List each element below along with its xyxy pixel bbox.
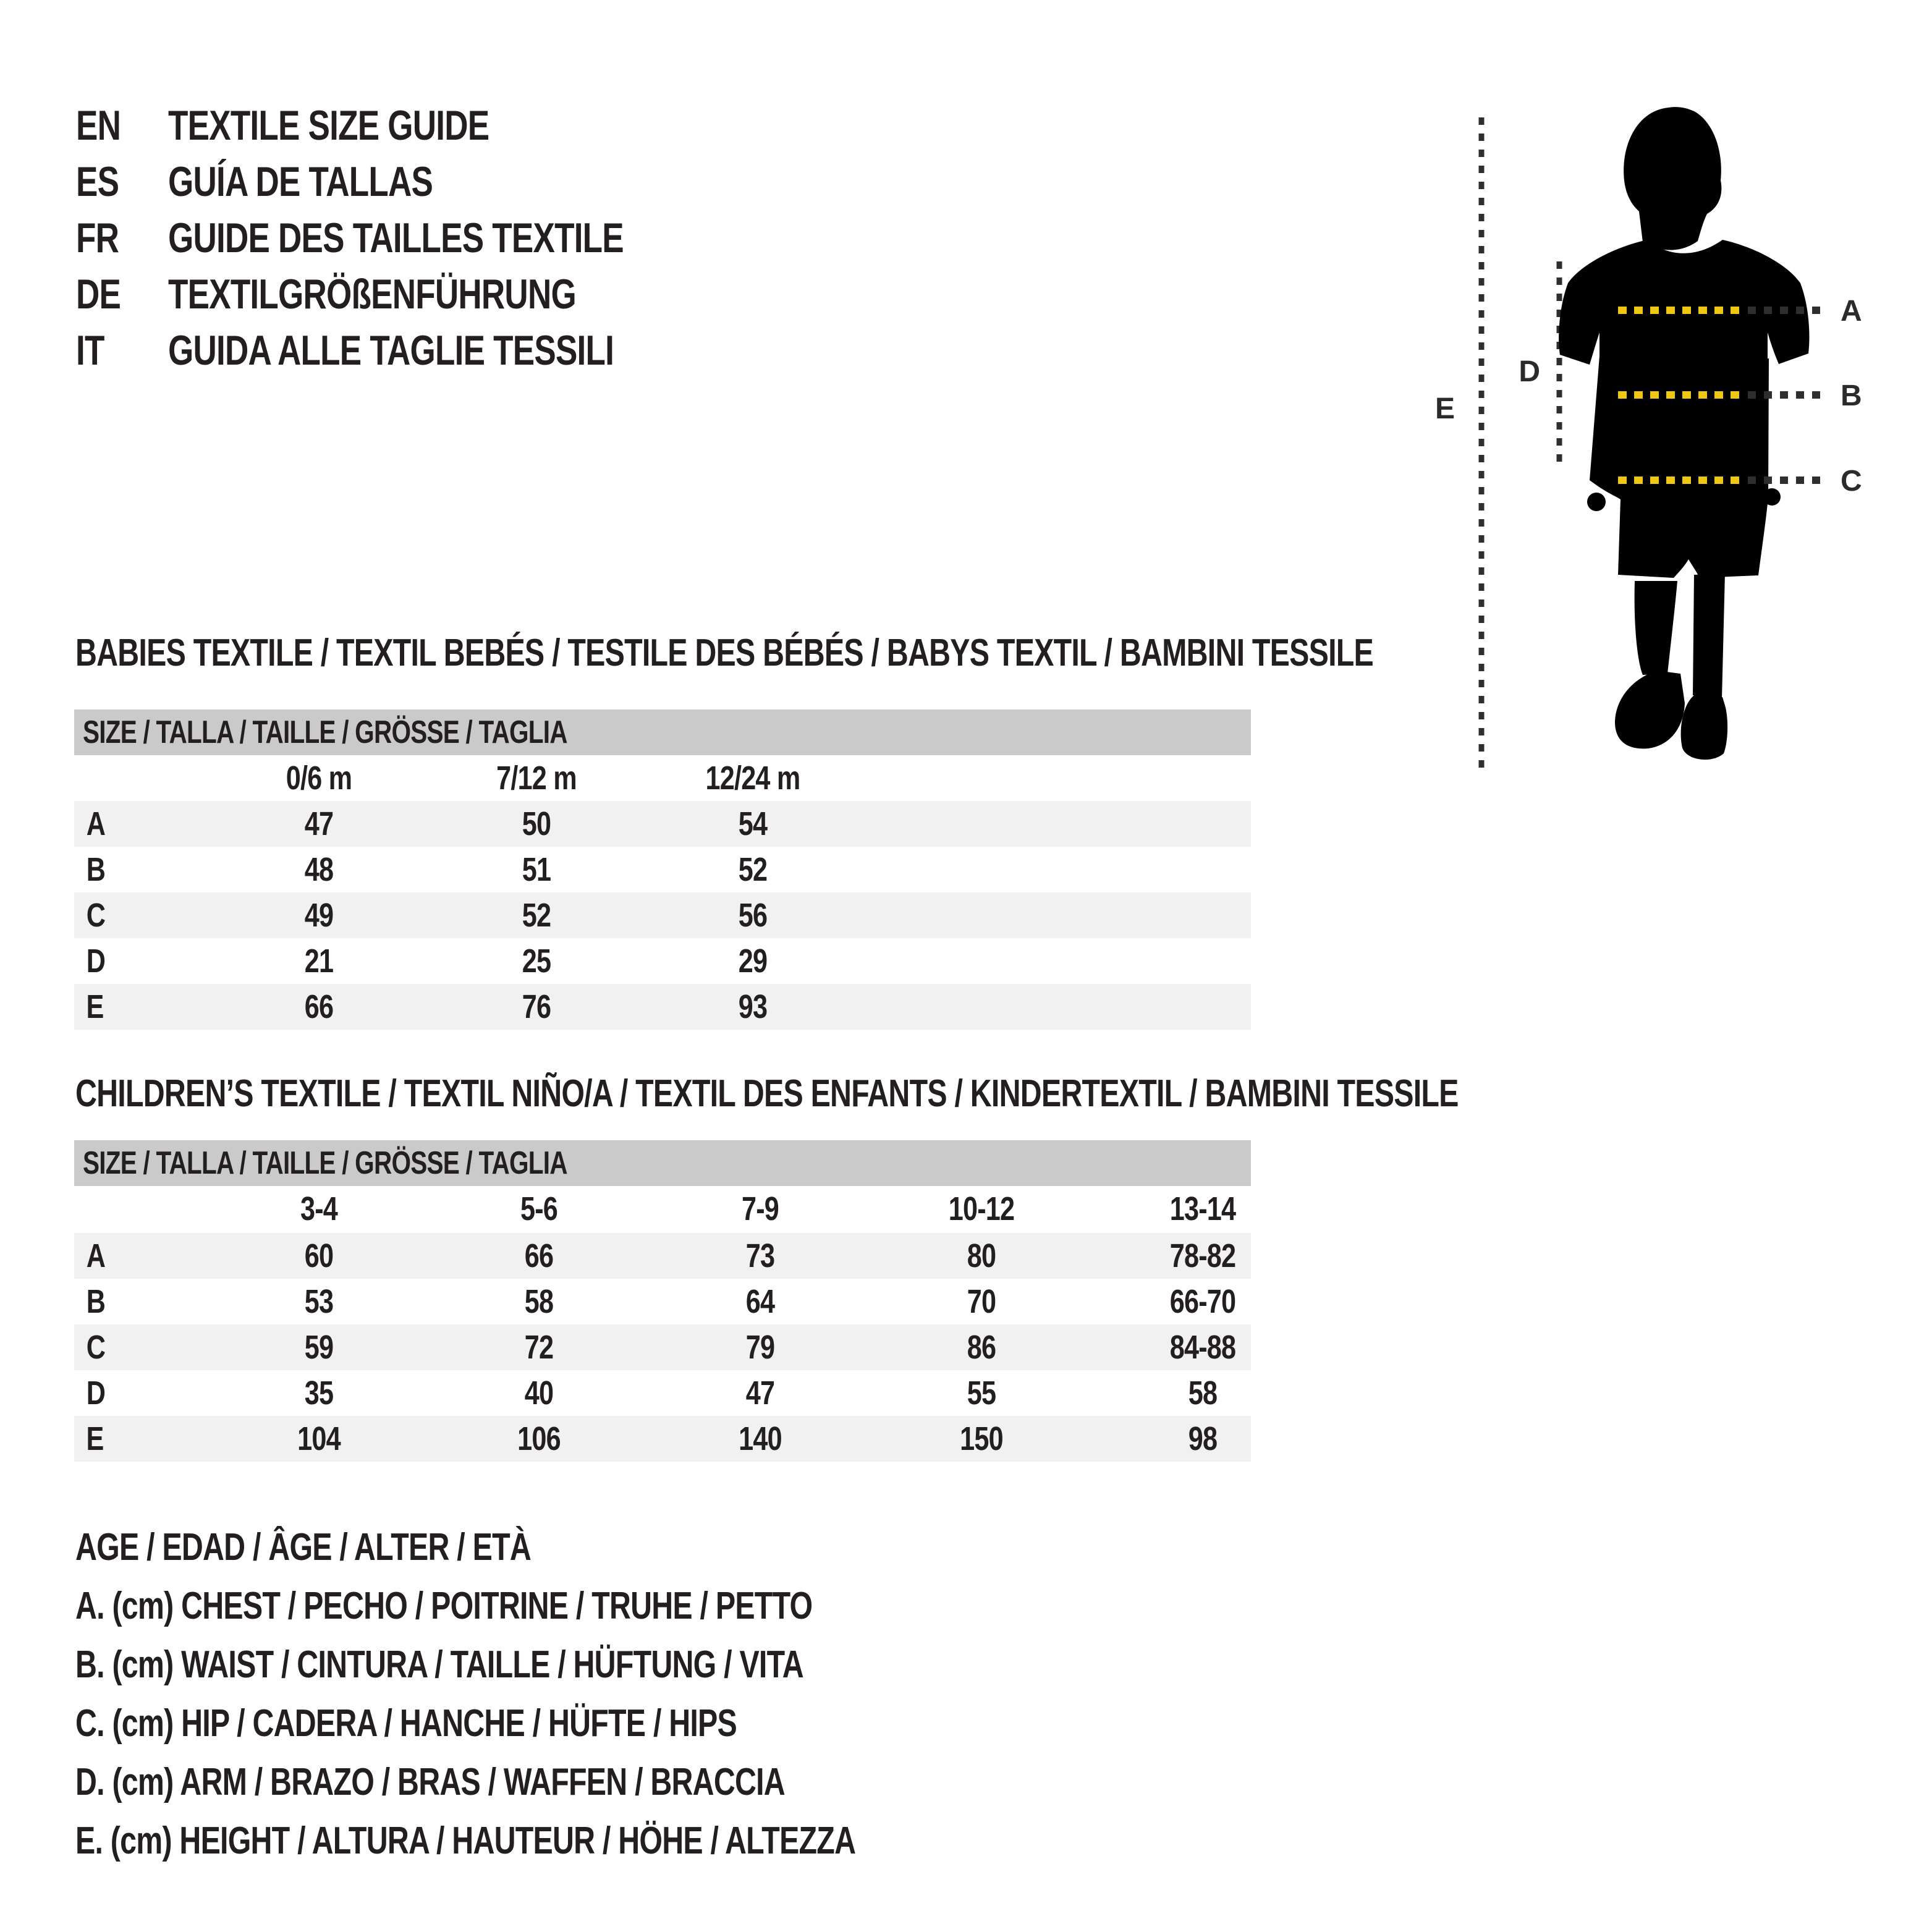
language-title-list [76,98,752,379]
language-code: FR [76,214,119,261]
table-cell: 21 [304,943,334,980]
table-cell: 66 [304,988,334,1025]
table-cell: 25 [522,943,551,980]
babies-size-bar-text: SIZE / TALLA / TAILLE / GRÖSSE / TAGLIA [83,714,567,750]
legend-chest: A. (cm) CHEST / PECHO / POITRINE / TRUHE / PETTO [75,1585,813,1627]
table-cell: 140 [739,1420,782,1457]
language-row-en [76,98,752,154]
table-cell: 29 [738,943,768,980]
table-cell: 35 [304,1375,334,1412]
table-row [74,1370,1251,1416]
row-letter: D [86,943,106,980]
diagram-label-height: E [1435,392,1455,425]
row-letter: B [86,851,106,888]
children-col-header: 3-4 [300,1190,338,1227]
row-letter: C [86,1329,106,1366]
table-cell: 73 [745,1237,775,1274]
table-row [74,892,1251,938]
children-col-header: 5-6 [520,1190,558,1227]
table-row [74,801,1251,847]
babies-column-header-row [74,755,1251,801]
table-cell: 72 [524,1329,554,1366]
language-title: TEXTILGRÖßENFÜHRUNG [168,271,576,318]
table-cell: 64 [745,1283,775,1320]
table-cell: 47 [304,805,334,842]
table-cell: 106 [517,1420,561,1457]
table-cell: 104 [297,1420,341,1457]
row-letter: C [86,897,106,934]
table-cell: 93 [738,988,768,1025]
language-title: TEXTILE SIZE GUIDE [168,102,489,149]
children-section-heading [75,1069,1849,1119]
babies-col-header: 7/12 m [496,760,577,797]
row-letter: A [86,1237,106,1274]
silhouette-right-shoe [1681,695,1728,760]
diagram-label-waist: B [1841,379,1862,412]
language-row-es [76,154,752,210]
row-letter: B [86,1283,106,1320]
children-col-header: 13-14 [1169,1190,1236,1227]
table-cell: 48 [304,851,334,888]
babies-col-header: 12/24 m [705,760,800,797]
table-cell: 59 [304,1329,334,1366]
table-cell: 49 [304,897,334,934]
table-cell: 60 [304,1237,334,1274]
table-cell: 78-82 [1169,1237,1236,1274]
table-cell: 58 [524,1283,554,1320]
silhouette-right-hand [1763,488,1781,506]
babies-section-heading [75,629,1739,678]
silhouette-left-shoe [1615,671,1685,748]
children-size-bar-text: SIZE / TALLA / TAILLE / GRÖSSE / TAGLIA [83,1145,567,1181]
language-title: GUIDE DES TAILLES TEXTILE [168,214,624,261]
table-cell: 40 [524,1375,554,1412]
babies-heading-text: BABIES TEXTILE / TEXTIL BEBÉS / TESTILE DES BÉBÉS / BABYS TEXTIL / BAMBINI TESSILE [75,632,1373,674]
language-row-fr [76,210,752,266]
table-row [74,984,1251,1030]
babies-size-bar [74,710,1251,755]
row-letter: A [86,805,106,842]
children-col-header: 7-9 [741,1190,779,1227]
diagram-label-chest: A [1841,295,1862,328]
table-row [74,938,1251,984]
table-cell: 58 [1188,1375,1218,1412]
language-code: IT [76,327,104,374]
children-size-bar [74,1140,1251,1186]
legend-age: AGE / EDAD / ÂGE / ALTER / ETÀ [75,1526,531,1569]
legend-waist: B. (cm) WAIST / CINTURA / TAILLE / HÜFTUNG / VITA [75,1643,803,1686]
children-heading-text: CHILDREN’S TEXTILE / TEXTIL NIÑO/A / TEXTIL DES ENFANTS / KINDERTEXTIL / BAMBINI TESSILE [75,1072,1459,1115]
table-row [74,1416,1251,1462]
table-cell: 50 [522,805,551,842]
table-cell: 76 [522,988,551,1025]
children-col-header: 10-12 [948,1190,1015,1227]
table-row [74,1279,1251,1324]
children-column-header-row [74,1186,1251,1232]
row-letter: E [86,1420,104,1457]
table-cell: 150 [960,1420,1003,1457]
table-cell: 86 [967,1329,996,1366]
diagram-label-hip: C [1841,465,1862,498]
table-cell: 66-70 [1169,1283,1236,1320]
table-cell: 80 [967,1237,996,1274]
language-row-it [76,323,752,379]
language-title: GUÍA DE TALLAS [168,158,433,205]
table-cell: 53 [304,1283,334,1320]
table-cell: 56 [738,897,768,934]
table-cell: 51 [522,851,551,888]
legend-hip: C. (cm) HIP / CADERA / HANCHE / HÜFTE / HIPS [75,1702,737,1745]
silhouette-torso-shorts [1590,356,1769,578]
legend-arm: D. (cm) ARM / BRAZO / BRAS / WAFFEN / BRACCIA [75,1761,785,1803]
language-code: ES [76,158,119,205]
row-letter: E [86,988,104,1025]
table-cell: 70 [967,1283,996,1320]
table-cell: 55 [967,1375,996,1412]
silhouette-head [1624,107,1721,250]
table-cell: 79 [745,1329,775,1366]
measurement-diagram [1421,87,1932,791]
language-title: GUIDA ALLE TAGLIE TESSILI [168,327,614,374]
language-code: EN [76,102,121,149]
table-cell: 66 [524,1237,554,1274]
diagram-label-arm: D [1519,355,1540,388]
table-cell: 54 [738,805,768,842]
language-row-de [76,266,752,323]
table-cell: 98 [1188,1420,1218,1457]
language-code: DE [76,271,121,318]
babies-col-header: 0/6 m [286,760,352,797]
row-letter: D [86,1375,106,1412]
table-row [74,1233,1251,1279]
legend-height: E. (cm) HEIGHT / ALTURA / HAUTEUR / HÖHE / ALTEZZA [75,1820,856,1862]
silhouette-left-hand [1587,493,1606,511]
table-cell: 47 [745,1375,775,1412]
table-row [74,1324,1251,1370]
table-cell: 84-88 [1169,1329,1236,1366]
table-row [74,847,1251,892]
table-cell: 52 [738,851,768,888]
table-cell: 52 [522,897,551,934]
